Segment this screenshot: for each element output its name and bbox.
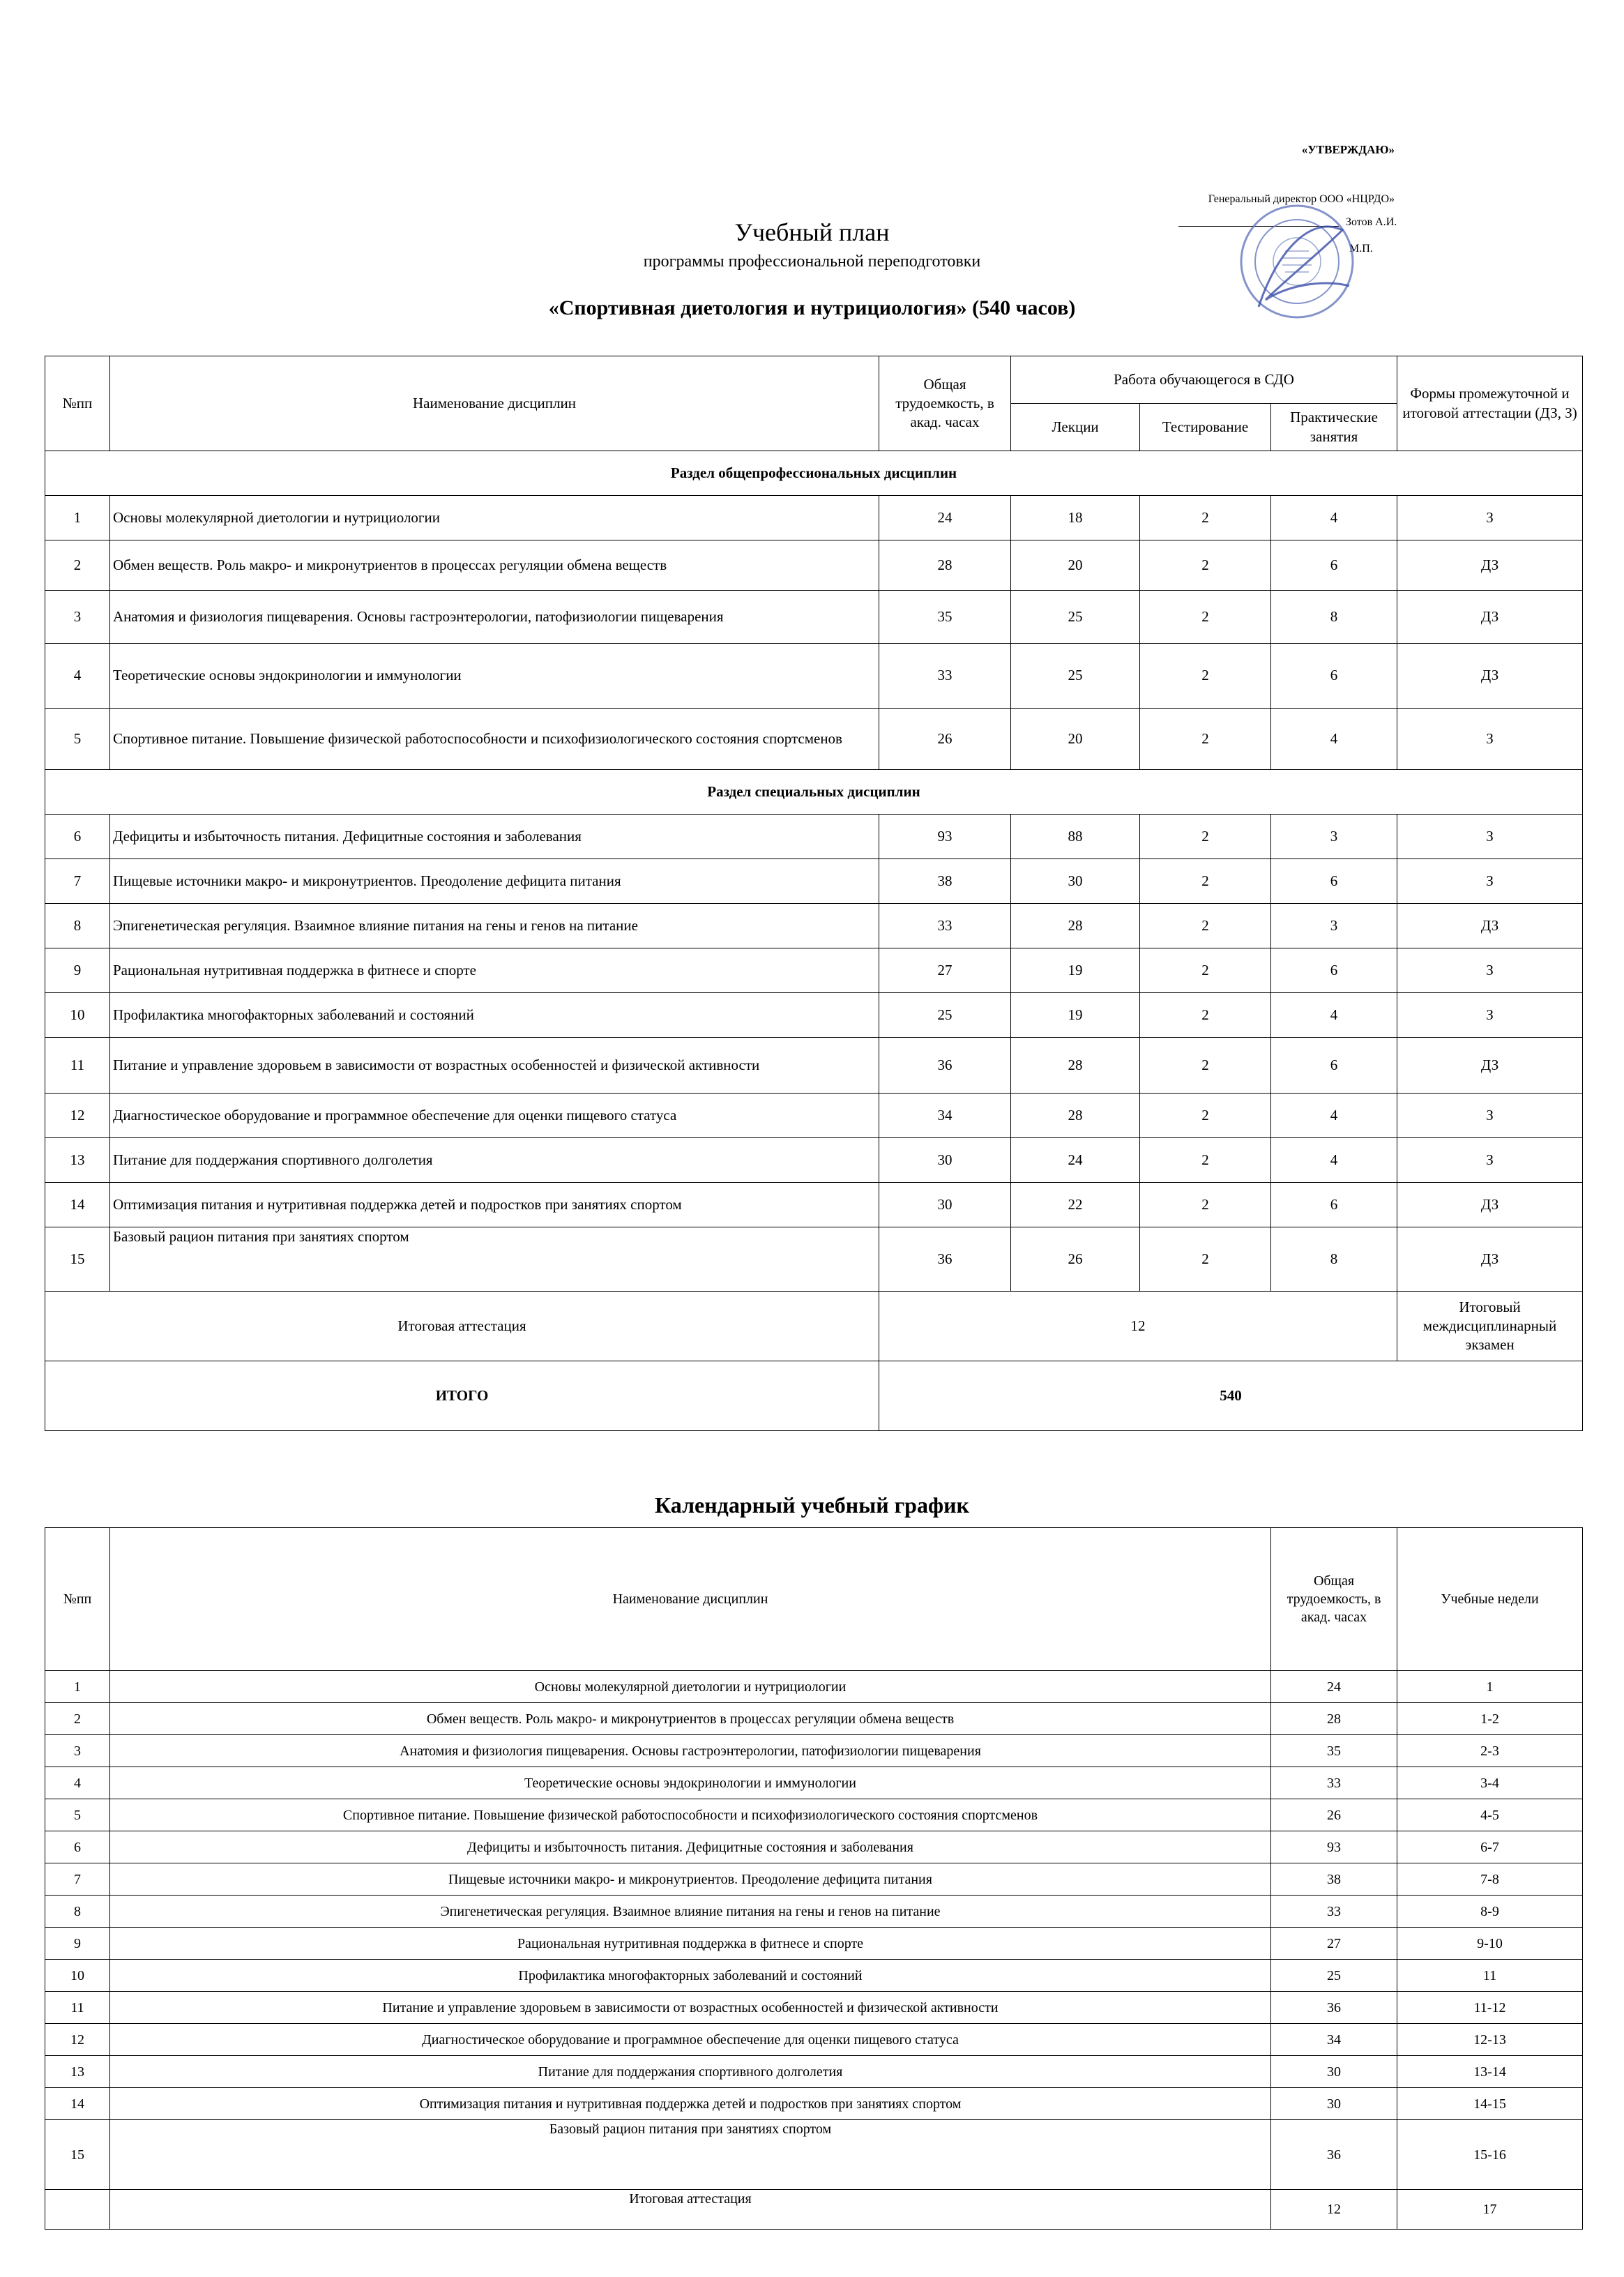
practice-hours: 4 — [1271, 993, 1397, 1038]
row-number: 5 — [45, 709, 110, 770]
header-lectures: Лекции — [1011, 404, 1140, 451]
practice-hours: 6 — [1271, 859, 1397, 904]
table-row — [45, 2024, 1583, 2056]
total-hours: 25 — [1271, 1960, 1397, 1992]
lecture-hours: 19 — [1011, 948, 1140, 993]
header-practice: Практические занятия — [1271, 404, 1397, 451]
practice-hours: 8 — [1271, 591, 1397, 644]
row-number: 13 — [45, 2056, 110, 2088]
row-number: 14 — [45, 2088, 110, 2120]
discipline-name: Основы молекулярной диетологии и нутрициологии — [110, 496, 879, 540]
practice-hours: 6 — [1271, 948, 1397, 993]
lecture-hours: 19 — [1011, 993, 1140, 1038]
schedule-final-num — [45, 2190, 110, 2230]
practice-hours: 6 — [1271, 1038, 1397, 1094]
attestation-form: З — [1397, 815, 1583, 859]
testing-hours: 2 — [1140, 591, 1271, 644]
table-row — [45, 1928, 1583, 1960]
total-hours: 36 — [879, 1227, 1011, 1292]
testing-hours: 2 — [1140, 815, 1271, 859]
lecture-hours: 24 — [1011, 1138, 1140, 1183]
schedule-header-total: Общая трудоемкость, в акад. часах — [1271, 1528, 1397, 1671]
lecture-hours: 30 — [1011, 859, 1140, 904]
attestation-form: ДЗ — [1397, 1227, 1583, 1292]
practice-hours: 6 — [1271, 540, 1397, 591]
attestation-form: З — [1397, 1094, 1583, 1138]
table-row — [45, 591, 1583, 644]
total-hours: 26 — [1271, 1799, 1397, 1831]
section-row — [45, 770, 1583, 815]
table-row — [45, 1138, 1583, 1183]
total-label: ИТОГО — [45, 1361, 879, 1431]
discipline-name: Спортивное питание. Повышение физической работоспособности и психофизиологического состояния спортсменов — [110, 709, 879, 770]
study-weeks: 6-7 — [1397, 1831, 1583, 1863]
schedule-final-row — [45, 2190, 1583, 2230]
total-hours: 28 — [1271, 1703, 1397, 1735]
table-row — [45, 815, 1583, 859]
curriculum-table — [45, 356, 1583, 1431]
attestation-form: ДЗ — [1397, 644, 1583, 709]
row-number: 12 — [45, 1094, 110, 1138]
table-row — [45, 1183, 1583, 1227]
schedule-final-hours: 12 — [1271, 2190, 1397, 2230]
attestation-form: ДЗ — [1397, 540, 1583, 591]
lecture-hours: 25 — [1011, 644, 1140, 709]
total-hours: 35 — [1271, 1735, 1397, 1767]
total-hours: 30 — [879, 1183, 1011, 1227]
attestation-form: ДЗ — [1397, 904, 1583, 948]
row-number: 4 — [45, 644, 110, 709]
lecture-hours: 25 — [1011, 591, 1140, 644]
table-row — [45, 496, 1583, 540]
schedule-header-name: Наименование дисциплин — [110, 1528, 1271, 1671]
section-row — [45, 451, 1583, 496]
testing-hours: 2 — [1140, 904, 1271, 948]
total-hours: 34 — [879, 1094, 1011, 1138]
practice-hours: 6 — [1271, 1183, 1397, 1227]
header-num: №пп — [45, 356, 110, 451]
approval-mp: М.П. — [1349, 243, 1373, 255]
discipline-name: Анатомия и физиология пищеварения. Основы гастроэнтерологии, патофизиологии пищеварения — [110, 591, 879, 644]
study-weeks: 1-2 — [1397, 1703, 1583, 1735]
study-weeks: 9-10 — [1397, 1928, 1583, 1960]
header-work: Работа обучающегося в СДО — [1011, 356, 1397, 404]
discipline-name: Базовый рацион питания при занятиях спортом — [110, 1227, 879, 1292]
total-hours: 35 — [879, 591, 1011, 644]
attestation-form: З — [1397, 993, 1583, 1038]
schedule-final-weeks: 17 — [1397, 2190, 1583, 2230]
practice-hours: 3 — [1271, 904, 1397, 948]
table-row — [45, 904, 1583, 948]
schedule-header-num: №пп — [45, 1528, 110, 1671]
row-number: 5 — [45, 1799, 110, 1831]
header-total: Общая трудоемкость, в акад. часах — [879, 356, 1011, 451]
total-hours: 93 — [1271, 1831, 1397, 1863]
lecture-hours: 26 — [1011, 1227, 1140, 1292]
practice-hours: 4 — [1271, 496, 1397, 540]
row-number: 7 — [45, 859, 110, 904]
table-row — [45, 1767, 1583, 1799]
row-number: 4 — [45, 1767, 110, 1799]
table-row — [45, 1038, 1583, 1094]
total-hours: 33 — [1271, 1896, 1397, 1928]
attestation-form: З — [1397, 496, 1583, 540]
table-row — [45, 1094, 1583, 1138]
lecture-hours: 20 — [1011, 709, 1140, 770]
schedule-header-row — [45, 1528, 1583, 1671]
final-attestation-row — [45, 1292, 1583, 1361]
attestation-form: З — [1397, 709, 1583, 770]
table-row — [45, 1960, 1583, 1992]
total-hours: 24 — [1271, 1671, 1397, 1703]
table-row — [45, 1799, 1583, 1831]
plan-subtitle: программы профессиональной переподготовки — [643, 252, 981, 271]
total-hours: 38 — [879, 859, 1011, 904]
total-hours: 36 — [1271, 1992, 1397, 2024]
discipline-name: Профилактика многофакторных заболеваний и состояний — [110, 993, 879, 1038]
final-hours: 12 — [879, 1292, 1397, 1361]
attestation-form: ДЗ — [1397, 1183, 1583, 1227]
study-weeks: 1 — [1397, 1671, 1583, 1703]
row-number: 14 — [45, 1183, 110, 1227]
row-number: 11 — [45, 1992, 110, 2024]
study-weeks: 12-13 — [1397, 2024, 1583, 2056]
plan-course-title: «Спортивная диетология и нутрициология» (540 часов) — [548, 296, 1076, 319]
lecture-hours: 20 — [1011, 540, 1140, 591]
total-hours: 33 — [1271, 1767, 1397, 1799]
header-name: Наименование дисциплин — [110, 356, 879, 451]
total-hours: 33 — [879, 644, 1011, 709]
row-number: 6 — [45, 1831, 110, 1863]
discipline-name: Пищевые источники макро- и микронутриентов. Преодоление дефицита питания — [110, 1863, 1271, 1896]
discipline-name: Питание для поддержания спортивного долголетия — [110, 1138, 879, 1183]
study-weeks: 14-15 — [1397, 2088, 1583, 2120]
discipline-name: Дефициты и избыточность питания. Дефицитные состояния и заболевания — [110, 1831, 1271, 1863]
discipline-name: Теоретические основы эндокринологии и иммунологии — [110, 644, 879, 709]
lecture-hours: 28 — [1011, 1038, 1140, 1094]
lecture-hours: 28 — [1011, 1094, 1140, 1138]
row-number: 1 — [45, 1671, 110, 1703]
row-number: 11 — [45, 1038, 110, 1094]
table-row — [45, 1896, 1583, 1928]
practice-hours: 6 — [1271, 644, 1397, 709]
discipline-name: Теоретические основы эндокринологии и иммунологии — [110, 1767, 1271, 1799]
attestation-form: ДЗ — [1397, 1038, 1583, 1094]
row-number: 15 — [45, 1227, 110, 1292]
testing-hours: 2 — [1140, 540, 1271, 591]
discipline-name: Дефициты и избыточность питания. Дефицитные состояния и заболевания — [110, 815, 879, 859]
total-hours: 30 — [1271, 2056, 1397, 2088]
study-weeks: 11-12 — [1397, 1992, 1583, 2024]
attestation-form: З — [1397, 948, 1583, 993]
row-number: 2 — [45, 1703, 110, 1735]
study-weeks: 11 — [1397, 1960, 1583, 1992]
table-row — [45, 540, 1583, 591]
discipline-name: Диагностическое оборудование и программное обеспечение для оценки пищевого статуса — [110, 1094, 879, 1138]
discipline-name: Эпигенетическая регуляция. Взаимное влияние питания на гены и генов на питание — [110, 904, 879, 948]
table-row — [45, 993, 1583, 1038]
total-hours: 27 — [879, 948, 1011, 993]
total-hours: 24 — [879, 496, 1011, 540]
testing-hours: 2 — [1140, 644, 1271, 709]
header-testing: Тестирование — [1140, 404, 1271, 451]
discipline-name: Эпигенетическая регуляция. Взаимное влияние питания на гены и генов на питание — [110, 1896, 1271, 1928]
total-hours: 38 — [1271, 1863, 1397, 1896]
discipline-name: Питание для поддержания спортивного долголетия — [110, 2056, 1271, 2088]
row-number: 9 — [45, 948, 110, 993]
table-row — [45, 1227, 1583, 1292]
table-row — [45, 2056, 1583, 2088]
table-row — [45, 948, 1583, 993]
testing-hours: 2 — [1140, 1138, 1271, 1183]
row-number: 10 — [45, 993, 110, 1038]
testing-hours: 2 — [1140, 496, 1271, 540]
table-row — [45, 709, 1583, 770]
total-hours: 25 — [879, 993, 1011, 1038]
row-number: 1 — [45, 496, 110, 540]
discipline-name: Оптимизация питания и нутритивная поддержка детей и подростков при занятиях спортом — [110, 1183, 879, 1227]
study-weeks: 7-8 — [1397, 1863, 1583, 1896]
row-number: 7 — [45, 1863, 110, 1896]
study-weeks: 4-5 — [1397, 1799, 1583, 1831]
row-number: 3 — [45, 591, 110, 644]
row-number: 15 — [45, 2120, 110, 2190]
discipline-name: Рациональная нутритивная поддержка в фитнесе и спорте — [110, 948, 879, 993]
practice-hours: 8 — [1271, 1227, 1397, 1292]
schedule-header-weeks: Учебные недели — [1397, 1528, 1583, 1671]
total-hours: 33 — [879, 904, 1011, 948]
table-row — [45, 2120, 1583, 2190]
header-forms: Формы промежуточной и итоговой аттестации (ДЗ, З) — [1397, 356, 1583, 451]
row-number: 10 — [45, 1960, 110, 1992]
schedule-final-label: Итоговая аттестация — [110, 2190, 1271, 2230]
table-row — [45, 859, 1583, 904]
discipline-name: Обмен веществ. Роль макро- и микронутриентов в процессах регуляции обмена веществ — [110, 1703, 1271, 1735]
lecture-hours: 28 — [1011, 904, 1140, 948]
testing-hours: 2 — [1140, 1227, 1271, 1292]
row-number: 8 — [45, 1896, 110, 1928]
discipline-name: Пищевые источники макро- и микронутриентов. Преодоление дефицита питания — [110, 859, 879, 904]
table-row — [45, 1831, 1583, 1863]
testing-hours: 2 — [1140, 1183, 1271, 1227]
table-row — [45, 644, 1583, 709]
plan-title: Учебный план — [734, 218, 890, 246]
schedule-title: Календарный учебный график — [655, 1492, 969, 1518]
table-row — [45, 1735, 1583, 1767]
total-hours: 26 — [879, 709, 1011, 770]
testing-hours: 2 — [1140, 709, 1271, 770]
discipline-name: Диагностическое оборудование и программное обеспечение для оценки пищевого статуса — [110, 2024, 1271, 2056]
table-row — [45, 1992, 1583, 2024]
attestation-form: ДЗ — [1397, 591, 1583, 644]
total-hours: 27 — [1271, 1928, 1397, 1960]
approval-title: «УТВЕРЖДАЮ» — [1301, 143, 1395, 156]
total-hours: 36 — [1271, 2120, 1397, 2190]
attestation-form: З — [1397, 859, 1583, 904]
table-row — [45, 2088, 1583, 2120]
total-hours: 93 — [879, 815, 1011, 859]
total-hours: 34 — [1271, 2024, 1397, 2056]
row-number: 2 — [45, 540, 110, 591]
plan-header-row — [45, 356, 1583, 404]
final-label: Итоговая аттестация — [45, 1292, 879, 1361]
total-hours: 28 — [879, 540, 1011, 591]
practice-hours: 4 — [1271, 1138, 1397, 1183]
study-weeks: 2-3 — [1397, 1735, 1583, 1767]
discipline-name: Обмен веществ. Роль макро- и микронутриентов в процессах регуляции обмена веществ — [110, 540, 879, 591]
practice-hours: 4 — [1271, 1094, 1397, 1138]
total-hours: 30 — [1271, 2088, 1397, 2120]
study-weeks: 8-9 — [1397, 1896, 1583, 1928]
discipline-name: Базовый рацион питания при занятиях спортом — [110, 2120, 1271, 2190]
study-weeks: 3-4 — [1397, 1767, 1583, 1799]
total-hours: 540 — [879, 1361, 1583, 1431]
lecture-hours: 18 — [1011, 496, 1140, 540]
final-form: Итоговый междисциплинарный экзамен — [1397, 1292, 1583, 1361]
discipline-name: Основы молекулярной диетологии и нутрициологии — [110, 1671, 1271, 1703]
total-row — [45, 1361, 1583, 1431]
section-title: Раздел общепрофессиональных дисциплин — [45, 451, 1583, 496]
discipline-name: Рациональная нутритивная поддержка в фитнесе и спорте — [110, 1928, 1271, 1960]
row-number: 3 — [45, 1735, 110, 1767]
practice-hours: 4 — [1271, 709, 1397, 770]
testing-hours: 2 — [1140, 993, 1271, 1038]
row-number: 6 — [45, 815, 110, 859]
testing-hours: 2 — [1140, 859, 1271, 904]
discipline-name: Оптимизация питания и нутритивная поддержка детей и подростков при занятиях спортом — [110, 2088, 1271, 2120]
testing-hours: 2 — [1140, 1038, 1271, 1094]
schedule-table — [45, 1527, 1583, 2230]
section-title: Раздел специальных дисциплин — [45, 770, 1583, 815]
discipline-name: Анатомия и физиология пищеварения. Основы гастроэнтерологии, патофизиологии пищеварения — [110, 1735, 1271, 1767]
table-row — [45, 1703, 1583, 1735]
table-row — [45, 1863, 1583, 1896]
study-weeks: 15-16 — [1397, 2120, 1583, 2190]
attestation-form: З — [1397, 1138, 1583, 1183]
discipline-name: Питание и управление здоровьем в зависимости от возрастных особенностей и физической активности — [110, 1038, 879, 1094]
discipline-name: Питание и управление здоровьем в зависимости от возрастных особенностей и физической активности — [110, 1992, 1271, 2024]
table-row — [45, 1671, 1583, 1703]
study-weeks: 13-14 — [1397, 2056, 1583, 2088]
testing-hours: 2 — [1140, 1094, 1271, 1138]
discipline-name: Профилактика многофакторных заболеваний и состояний — [110, 1960, 1271, 1992]
total-hours: 36 — [879, 1038, 1011, 1094]
discipline-name: Спортивное питание. Повышение физической работоспособности и психофизиологического состояния спортсменов — [110, 1799, 1271, 1831]
lecture-hours: 88 — [1011, 815, 1140, 859]
approval-name: Зотов А.И. — [1346, 216, 1397, 228]
row-number: 9 — [45, 1928, 110, 1960]
practice-hours: 3 — [1271, 815, 1397, 859]
approval-role: Генеральный директор ООО «НЦРДО» — [1208, 193, 1395, 205]
row-number: 8 — [45, 904, 110, 948]
lecture-hours: 22 — [1011, 1183, 1140, 1227]
row-number: 12 — [45, 2024, 110, 2056]
row-number: 13 — [45, 1138, 110, 1183]
total-hours: 30 — [879, 1138, 1011, 1183]
testing-hours: 2 — [1140, 948, 1271, 993]
